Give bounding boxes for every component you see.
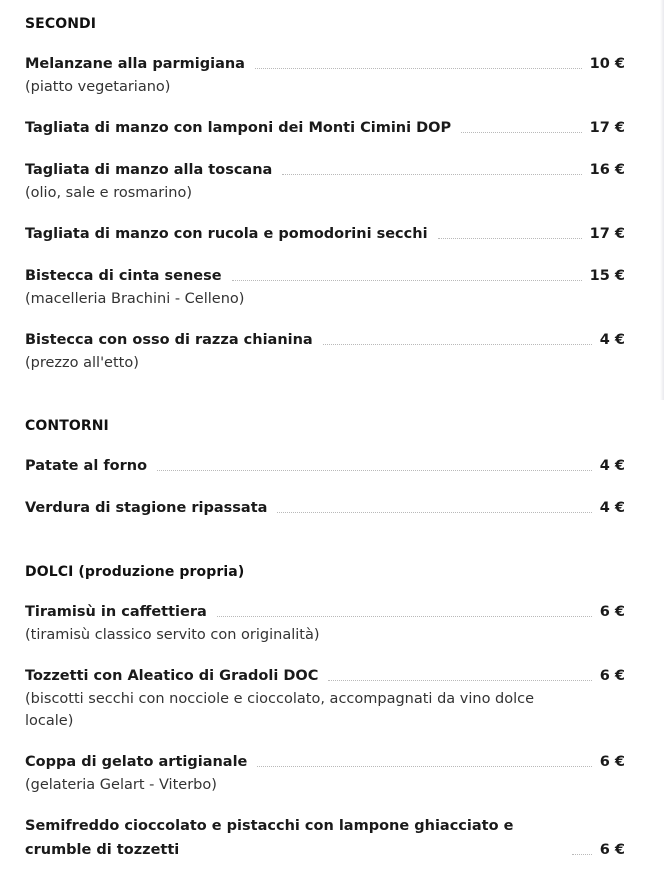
item-name: Patate al forno (25, 458, 148, 474)
dot-leader (277, 512, 591, 513)
item-price: 4 € (599, 332, 625, 348)
item-description: (gelateria Gelart - Viterbo) (25, 777, 217, 793)
menu-item (25, 328, 625, 374)
item-name: Tagliata di manzo con lamponi dei Monti Cimini DOP (25, 120, 452, 136)
item-description: (piatto vegetariano) (25, 79, 171, 95)
menu-item (25, 158, 625, 204)
item-price: 4 € (599, 458, 625, 474)
item-description: (olio, sale e rosmarino) (25, 185, 192, 201)
dot-leader (323, 344, 592, 345)
item-name: Bistecca con osso di razza chianina (25, 332, 313, 348)
menu-item (25, 750, 625, 796)
item-price: 16 € (589, 162, 625, 178)
section-title: DOLCI (produzione propria) (25, 564, 245, 580)
item-name: Bistecca di cinta senese (25, 268, 222, 284)
item-price: 10 € (589, 56, 625, 72)
item-description: (prezzo all'etto) (25, 355, 139, 371)
item-price: 6 € (599, 604, 625, 620)
item-name: Tiramisù in caffettiera (25, 604, 207, 620)
section-secondi (25, 15, 625, 33)
item-name: Melanzane alla parmigiana (25, 56, 245, 72)
item-name: Semifreddo cioccolato e pistacchi con lampone ghiacciato e crumble di tozzetti (25, 818, 514, 858)
menu-item (25, 454, 625, 478)
menu-item (25, 264, 625, 310)
dot-leader (157, 470, 592, 471)
menu-item (25, 52, 625, 98)
item-name: Tagliata di manzo alla toscana (25, 162, 273, 178)
menu-item (25, 222, 625, 246)
menu-item (25, 600, 625, 646)
dot-leader (328, 680, 591, 681)
item-name: Verdura di stagione ripassata (25, 500, 268, 516)
item-price: 6 € (599, 668, 625, 684)
item-price: 17 € (589, 226, 625, 242)
menu-item (25, 664, 625, 732)
item-price: 17 € (589, 120, 625, 136)
section-title: CONTORNI (25, 418, 109, 434)
item-price: 6 € (599, 754, 625, 770)
item-name: Coppa di gelato artigianale (25, 754, 248, 770)
item-price: 6 € (599, 842, 625, 858)
dot-leader (461, 132, 582, 133)
item-description: (biscotti secchi con nocciole e cioccolato, accompagnati da vino dolce locale) (25, 691, 535, 729)
menu-item (25, 496, 625, 520)
item-name: Tozzetti con Aleatico di Gradoli DOC (25, 668, 319, 684)
dot-leader (217, 616, 592, 617)
section-dolci (25, 563, 625, 581)
page-edge-shadow (660, 0, 664, 400)
menu-item (25, 814, 625, 862)
item-price: 4 € (599, 500, 625, 516)
menu-item (25, 116, 625, 140)
dot-leader (572, 854, 592, 855)
item-description: (tiramisù classico servito con originalità) (25, 627, 320, 643)
dot-leader (282, 174, 581, 175)
section-contorni (25, 417, 625, 435)
dot-leader (438, 238, 582, 239)
item-name: Tagliata di manzo con rucola e pomodorini secchi (25, 226, 428, 242)
dot-leader (232, 280, 582, 281)
dot-leader (257, 766, 591, 767)
dot-leader (255, 68, 582, 69)
item-price: 15 € (589, 268, 625, 284)
item-description: (macelleria Brachini - Celleno) (25, 291, 245, 307)
section-title: SECONDI (25, 16, 97, 32)
